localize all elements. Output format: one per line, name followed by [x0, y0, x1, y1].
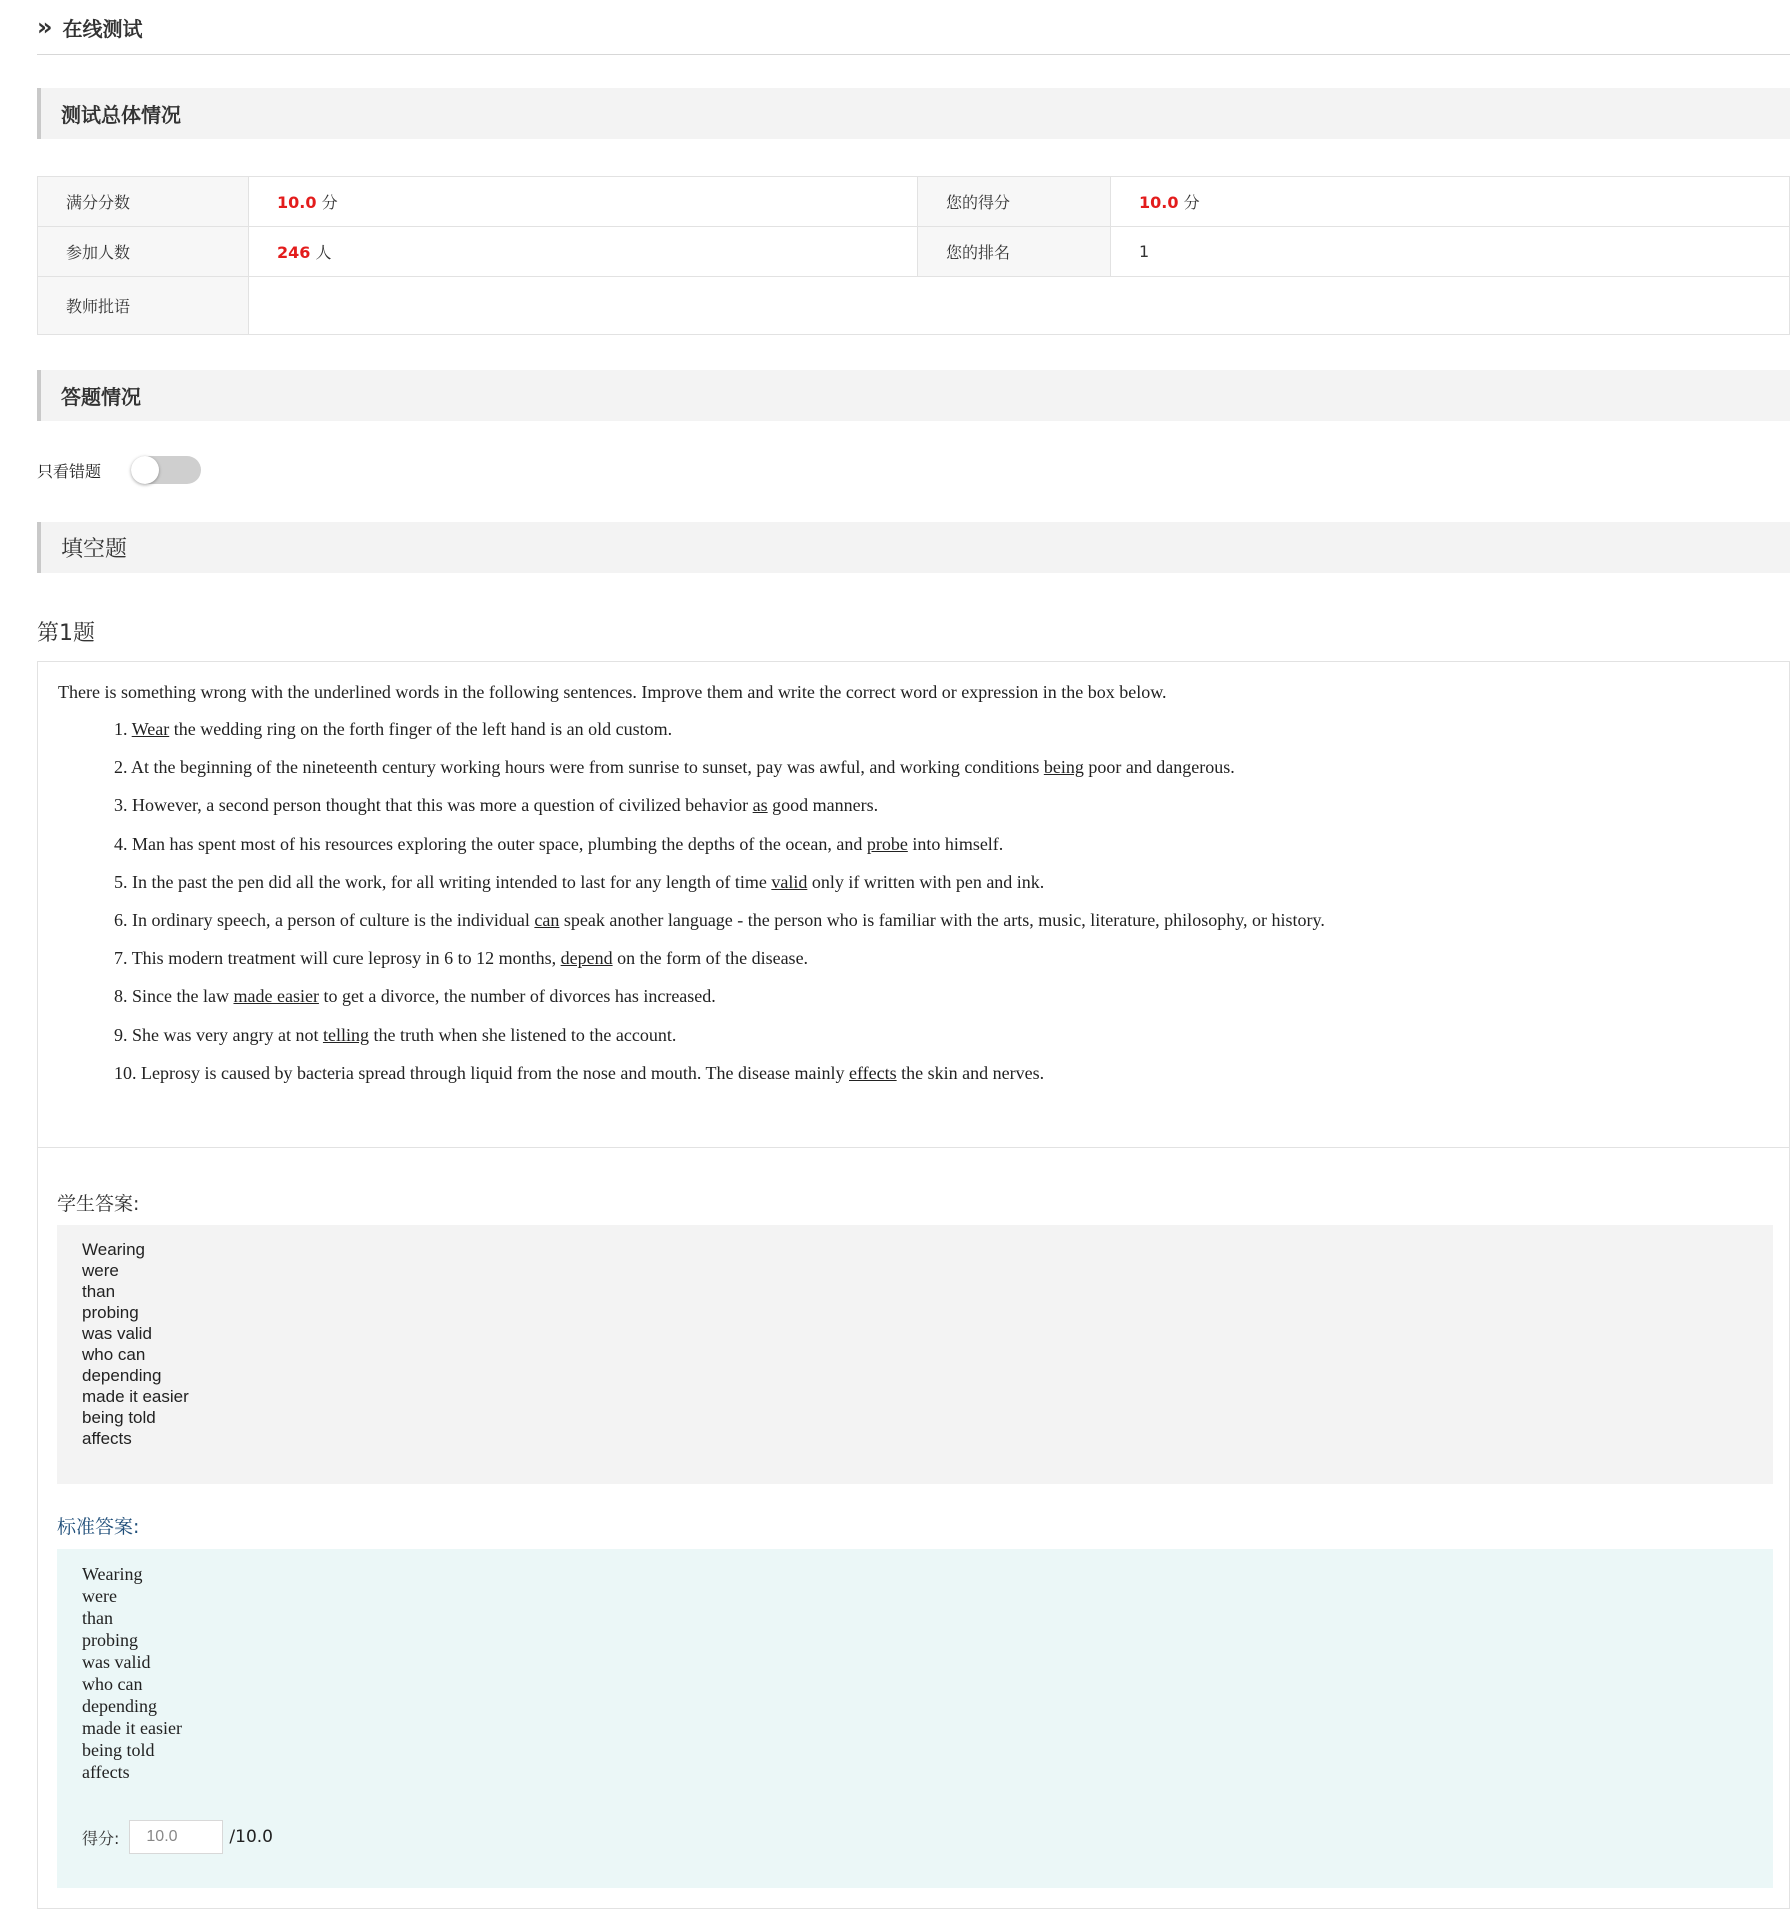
- question-item: [114, 719, 1769, 757]
- question-item: [114, 834, 1769, 872]
- question-item-number: 10.: [114, 1062, 137, 1083]
- score-label: 得分:: [82, 1828, 120, 1848]
- toggle-knob: [131, 456, 159, 484]
- standard-answer-line: made it easier: [82, 1718, 182, 1738]
- question-item-text: on the form of the disease.: [612, 948, 809, 969]
- question-item-number: 9.: [114, 1024, 128, 1045]
- underlined-word: telling: [322, 1024, 369, 1045]
- student-answer-line: affects: [82, 1429, 132, 1448]
- question-item-text: the wedding ring on the forth finger of the left hand is an old custom.: [169, 719, 673, 739]
- your-score-unit: 分: [1183, 193, 1200, 212]
- page-title: 在线测试: [62, 16, 143, 41]
- standard-answer-label: 标准答案:: [57, 1516, 140, 1538]
- question-item-text: She was very angry at not: [132, 1024, 323, 1045]
- student-answer-line: than: [82, 1282, 116, 1301]
- student-answer-line: who can: [82, 1345, 146, 1364]
- question-item-text: In the past the pen did all the work, for all writing intended to last for any length of time: [132, 871, 772, 892]
- underlined-word: being: [1043, 757, 1084, 778]
- question-item-number: 1.: [114, 719, 128, 739]
- question-item-number: 5.: [114, 871, 128, 892]
- your-score-value: 10.0: [1139, 193, 1179, 212]
- question-items: [58, 719, 1769, 1101]
- standard-answer-line: affects: [82, 1762, 130, 1782]
- score-input[interactable]: [129, 1820, 223, 1854]
- student-answer-line: Wearing: [82, 1240, 145, 1259]
- score-max: /10.0: [229, 1827, 273, 1847]
- underlined-word: depend: [560, 948, 613, 969]
- score-row: [82, 1820, 273, 1854]
- section-title: 答题情况: [61, 385, 141, 409]
- divider: [38, 1147, 1789, 1148]
- question-item: [114, 1025, 1769, 1063]
- standard-answer-lines: [82, 1563, 1748, 1783]
- question-item-text: Man has spent most of his resources exploring the outer space, plumbing the depths of the ocean, and: [132, 833, 867, 854]
- underlined-word: as: [752, 795, 768, 816]
- question-item: [114, 795, 1769, 833]
- rank-value: 1: [1111, 227, 1790, 277]
- student-answer-label: 学生答案:: [57, 1193, 140, 1215]
- question-item-text: good manners.: [767, 795, 879, 816]
- full-score-unit: 分: [321, 193, 338, 212]
- question-item-text: Leprosy is caused by bacteria spread through liquid from the nose and mouth. The disease mainly: [141, 1062, 849, 1083]
- teacher-comment-value: [249, 277, 1790, 335]
- teacher-comment-label: 教师批语: [38, 277, 249, 335]
- student-answer-line: were: [82, 1261, 119, 1280]
- page-header: [37, 0, 1790, 55]
- question-item: [114, 872, 1769, 910]
- question-item-text: the truth when she listened to the account.: [368, 1024, 677, 1045]
- only-wrong-filter: [37, 456, 201, 484]
- question-item-text: only if written with pen and ink.: [807, 871, 1045, 892]
- question-item-number: 8.: [114, 986, 128, 1007]
- question-item-text: into himself.: [907, 833, 1004, 854]
- participants-value: 246: [277, 243, 311, 262]
- section-overview-header: [37, 88, 1790, 139]
- your-score-cell: [1111, 177, 1790, 227]
- double-chevron-right-icon: »: [37, 13, 53, 41]
- question-item: [114, 910, 1769, 948]
- question-type-header: [37, 522, 1790, 573]
- question-item-text: This modern treatment will cure leprosy in 6 to 12 months,: [131, 948, 561, 969]
- question-item: [114, 948, 1769, 986]
- question-intro: There is something wrong with the underlined words in the following sentences. Improve them and write the correct word or expression in the box below.: [58, 682, 1167, 702]
- question-item: [114, 986, 1769, 1024]
- question-item-text: At the beginning of the nineteenth century working hours were from sunrise to sunset, pay was awful, and working conditions: [131, 757, 1044, 778]
- question-item-number: 2.: [114, 757, 128, 778]
- standard-answer-line: being told: [82, 1740, 155, 1760]
- underlined-word: Wear: [131, 719, 170, 739]
- standard-answer-line: were: [82, 1586, 117, 1606]
- question-item-number: 4.: [114, 833, 128, 854]
- question-item: [114, 757, 1769, 795]
- question-item-text: poor and dangerous.: [1083, 757, 1235, 778]
- full-score-value: 10.0: [277, 193, 317, 212]
- question-body: [38, 662, 1789, 1101]
- question-item-number: 7.: [114, 948, 128, 969]
- student-answer-line: was valid: [82, 1324, 152, 1343]
- question-item-text: speak another language - the person who is familiar with the arts, music, literature, philosophy, or history.: [559, 909, 1325, 930]
- underlined-word: effects: [849, 1062, 897, 1083]
- overview-table: [37, 176, 1790, 335]
- underlined-word: can: [534, 909, 560, 930]
- your-score-label: 您的得分: [918, 177, 1111, 227]
- section-title: 测试总体情况: [61, 103, 181, 127]
- student-answer-line: made it easier: [82, 1387, 189, 1406]
- participants-label: 参加人数: [38, 227, 249, 277]
- standard-answer-line: than: [82, 1608, 113, 1628]
- full-score-label: 满分分数: [38, 177, 249, 227]
- participants-cell: [249, 227, 918, 277]
- underlined-word: made easier: [233, 986, 319, 1007]
- standard-answer-line: who can: [82, 1674, 143, 1694]
- standard-answer-line: was valid: [82, 1652, 151, 1672]
- section-answers-header: [37, 370, 1790, 421]
- standard-answer-box: [57, 1549, 1773, 1888]
- only-wrong-label: 只看错题: [37, 461, 102, 481]
- standard-answer-line: probing: [82, 1630, 138, 1650]
- underlined-word: probe: [866, 833, 908, 854]
- student-answer-line: probing: [82, 1303, 139, 1322]
- participants-unit: 人: [315, 243, 332, 262]
- question-item-text: to get a divorce, the number of divorces has increased.: [318, 986, 716, 1007]
- student-answer-line: depending: [82, 1366, 162, 1385]
- full-score-cell: [249, 177, 918, 227]
- question-card: [37, 661, 1790, 1909]
- question-item: [114, 1063, 1769, 1101]
- question-item-text: Since the law: [132, 986, 234, 1007]
- question-item-text: In ordinary speech, a person of culture is the individual: [132, 909, 535, 930]
- underlined-word: valid: [771, 871, 808, 892]
- question-item-number: 6.: [114, 909, 128, 930]
- only-wrong-toggle[interactable]: [131, 456, 201, 484]
- student-answer-box: [57, 1225, 1773, 1484]
- question-item-number: 3.: [114, 795, 128, 816]
- rank-label: 您的排名: [918, 227, 1111, 277]
- question-item-text: the skin and nerves.: [896, 1062, 1045, 1083]
- standard-answer-line: depending: [82, 1696, 157, 1716]
- question-number: 第1题: [37, 621, 95, 646]
- student-answer-line: being told: [82, 1408, 156, 1427]
- question-item-text: However, a second person thought that this was more a question of civilized behavior: [132, 795, 753, 816]
- question-type-title: 填空题: [61, 537, 128, 562]
- standard-answer-line: Wearing: [82, 1564, 143, 1584]
